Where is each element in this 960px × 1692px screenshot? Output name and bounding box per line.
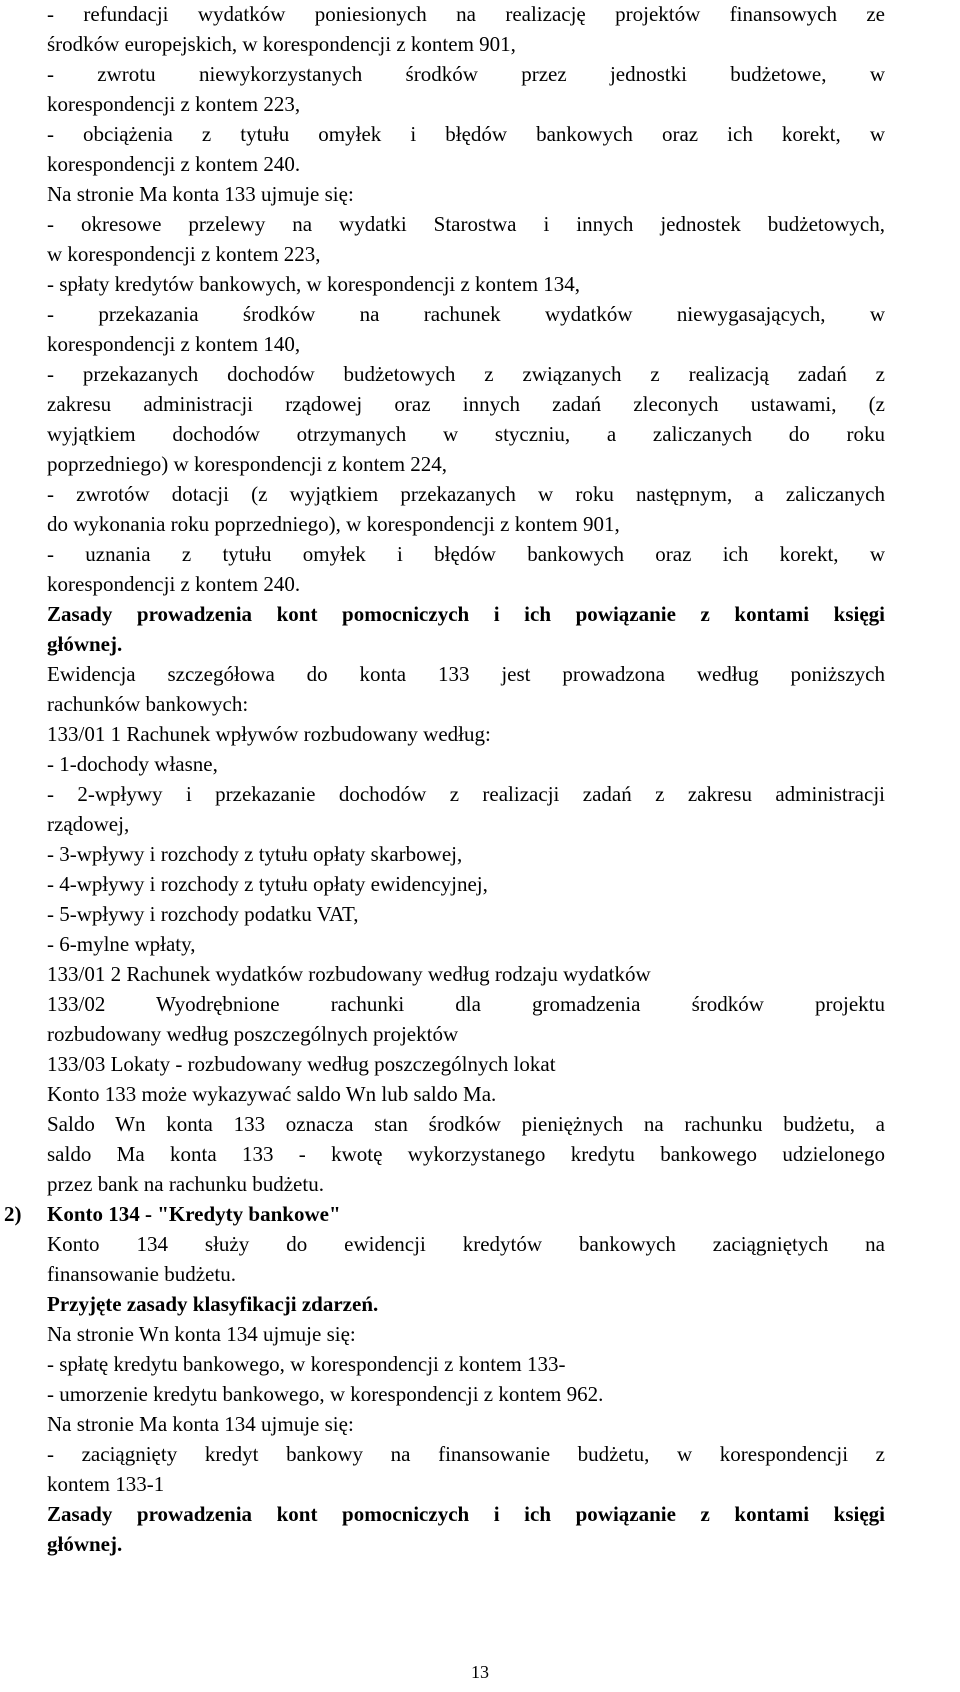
text-line: - refundacji wydatków poniesionych na realizację projektów finansowych ze (47, 2, 885, 26)
text-line: Konto 133 może wykazywać saldo Wn lub saldo Ma. (47, 1082, 497, 1106)
text-line: Na stronie Wn konta 134 ujmuje się: (47, 1322, 356, 1346)
text-line: rachunków bankowych: (47, 692, 249, 716)
section-title: Konto 134 - "Kredyty bankowe" (47, 1202, 341, 1226)
page-number: 13 (471, 1662, 489, 1682)
text-line: - zwrotów dotacji (z wyjątkiem przekazanych w roku następnym, a zaliczanych (47, 482, 885, 506)
text-line: - 6-mylne wpłaty, (47, 932, 196, 956)
text-line: wyjątkiem dochodów otrzymanych w styczniu, a zaliczanych do roku (47, 422, 885, 446)
text-line: - 3-wpływy i rozchody z tytułu opłaty skarbowej, (47, 842, 463, 866)
text-line: korespondencji z kontem 140, (47, 332, 301, 356)
text-line: - uznania z tytułu omyłek i błędów bankowych oraz ich korekt, w (47, 542, 885, 566)
text-line: Ewidencja szczegółowa do konta 133 jest prowadzona według poniższych (47, 662, 885, 686)
text-line: - przekazanych dochodów budżetowych z związanych z realizacją zadań z (47, 362, 885, 386)
text-line: 133/02 Wyodrębnione rachunki dla gromadzenia środków projektu (47, 992, 885, 1016)
text-line: - obciążenia z tytułu omyłek i błędów bankowych oraz ich korekt, w (47, 122, 885, 146)
text-line: korespondencji z kontem 240. (47, 572, 301, 596)
text-line: poprzedniego) w korespondencji z kontem 224, (47, 452, 448, 476)
text-line: - umorzenie kredytu bankowego, w korespondencji z kontem 962. (47, 1382, 604, 1406)
text-line: - 5-wpływy i rozchody podatku VAT, (47, 902, 359, 926)
text-line: zakresu administracji rządowej oraz innych zadań zleconych ustawami, (z (47, 392, 885, 416)
text-line: - spłaty kredytów bankowych, w korespondencji z kontem 134, (47, 272, 581, 296)
section-heading: Zasady prowadzenia kont pomocniczych i ich powiązanie z kontami księgi (47, 1502, 885, 1526)
section-heading: Zasady prowadzenia kont pomocniczych i ich powiązanie z kontami księgi (47, 602, 885, 626)
text-line: w korespondencji z kontem 223, (47, 242, 321, 266)
text-line: - 2-wpływy i przekazanie dochodów z realizacji zadań z zakresu administracji (47, 782, 885, 806)
text-line: - przekazania środków na rachunek wydatków niewygasających, w (47, 302, 885, 326)
text-line: Saldo Wn konta 133 oznacza stan środków pieniężnych na rachunku budżetu, a (47, 1112, 885, 1136)
text-line: Konto 134 służy do ewidencji kredytów bankowych zaciągniętych na (47, 1232, 885, 1256)
text-line: środków europejskich, w korespondencji z kontem 901, (47, 32, 516, 56)
text-line: korespondencji z kontem 240. (47, 152, 301, 176)
text-line: Na stronie Ma konta 134 ujmuje się: (47, 1412, 354, 1436)
text-line: - 4-wpływy i rozchody z tytułu opłaty ewidencyjnej, (47, 872, 488, 896)
text-line: saldo Ma konta 133 - kwotę wykorzystanego kredytu bankowego udzielonego (47, 1142, 885, 1166)
text-line: rządowej, (47, 812, 130, 836)
text-line: - zwrotu niewykorzystanych środków przez jednostki budżetowe, w (47, 62, 885, 86)
text-line: Na stronie Ma konta 133 ujmuje się: (47, 182, 354, 206)
text-line: - 1-dochody własne, (47, 752, 218, 776)
text-line: finansowanie budżetu. (47, 1262, 236, 1286)
section-heading: głównej. (47, 1532, 123, 1556)
text-line: do wykonania roku poprzedniego), w korespondencji z kontem 901, (47, 512, 620, 536)
subsection-heading: Przyjęte zasady klasyfikacji zdarzeń. (47, 1292, 379, 1316)
text-line: - okresowe przelewy na wydatki Starostwa i innych jednostek budżetowych, (47, 212, 885, 236)
text-line: korespondencji z kontem 223, (47, 92, 301, 116)
text-line: 133/03 Lokaty - rozbudowany według poszczególnych lokat (47, 1052, 556, 1076)
text-line: 133/01 1 Rachunek wpływów rozbudowany według: (47, 722, 491, 746)
section-heading: głównej. (47, 632, 123, 656)
text-line: - spłatę kredytu bankowego, w korespondencji z kontem 133- (47, 1352, 566, 1376)
text-line: rozbudowany według poszczególnych projektów (47, 1022, 459, 1046)
text-line: kontem 133-1 (47, 1472, 165, 1496)
text-line: 133/01 2 Rachunek wydatków rozbudowany według rodzaju wydatków (47, 962, 651, 986)
text-line: - zaciągnięty kredyt bankowy na finansowanie budżetu, w korespondencji z (47, 1442, 885, 1466)
section-number: 2) (4, 1202, 22, 1226)
text-line: przez bank na rachunku budżetu. (47, 1172, 324, 1196)
